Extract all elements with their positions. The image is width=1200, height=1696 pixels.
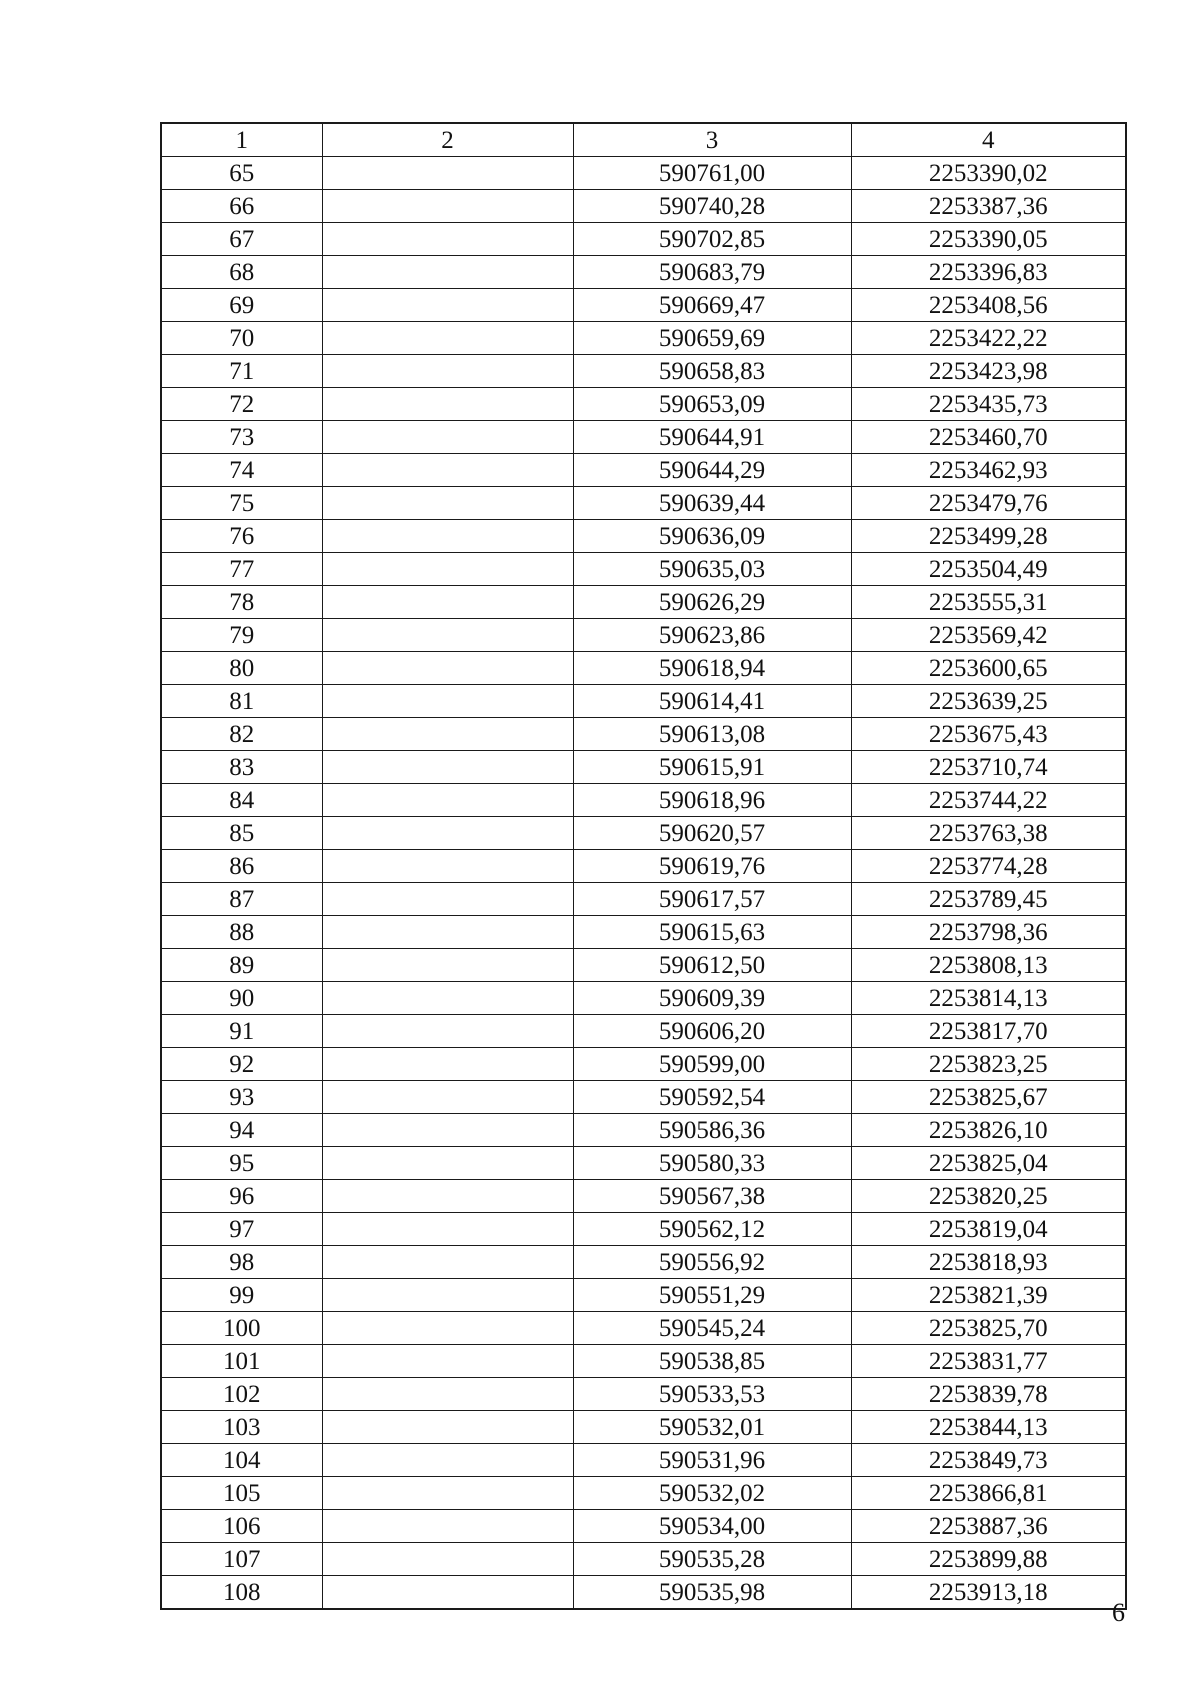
point-number-cell: 102 [161, 1378, 322, 1411]
point-number-cell: 71 [161, 355, 322, 388]
table-row [161, 685, 1126, 718]
point-number-cell: 69 [161, 289, 322, 322]
coordinate-y-cell: 2253798,36 [851, 916, 1126, 949]
coordinate-y-cell: 2253408,56 [851, 289, 1126, 322]
point-number-cell: 67 [161, 223, 322, 256]
point-name-cell [322, 718, 573, 751]
table-row [161, 1543, 1126, 1576]
table-row [161, 454, 1126, 487]
coordinate-y-cell: 2253808,13 [851, 949, 1126, 982]
coordinates-table [160, 122, 1127, 1610]
point-name-cell [322, 850, 573, 883]
point-name-cell [322, 1279, 573, 1312]
table-row [161, 1279, 1126, 1312]
point-name-cell [322, 817, 573, 850]
coordinate-x-cell: 590615,91 [573, 751, 851, 784]
column-header-3: 3 [573, 123, 851, 157]
coordinate-x-cell: 590653,09 [573, 388, 851, 421]
coordinate-y-cell: 2253825,67 [851, 1081, 1126, 1114]
coordinate-x-cell: 590635,03 [573, 553, 851, 586]
point-name-cell [322, 1114, 573, 1147]
coordinate-y-cell: 2253818,93 [851, 1246, 1126, 1279]
point-number-cell: 65 [161, 157, 322, 190]
coordinate-y-cell: 2253826,10 [851, 1114, 1126, 1147]
point-number-cell: 101 [161, 1345, 322, 1378]
table-row [161, 322, 1126, 355]
coordinate-y-cell: 2253774,28 [851, 850, 1126, 883]
table-row [161, 1411, 1126, 1444]
point-number-cell: 98 [161, 1246, 322, 1279]
point-name-cell [322, 949, 573, 982]
coordinate-y-cell: 2253462,93 [851, 454, 1126, 487]
column-header-2: 2 [322, 123, 573, 157]
point-name-cell [322, 1147, 573, 1180]
coordinate-x-cell: 590580,33 [573, 1147, 851, 1180]
point-name-cell [322, 1477, 573, 1510]
coordinate-x-cell: 590535,28 [573, 1543, 851, 1576]
table-row [161, 355, 1126, 388]
coordinate-y-cell: 2253823,25 [851, 1048, 1126, 1081]
point-number-cell: 107 [161, 1543, 322, 1576]
coordinate-y-cell: 2253819,04 [851, 1213, 1126, 1246]
coordinate-y-cell: 2253435,73 [851, 388, 1126, 421]
point-name-cell [322, 289, 573, 322]
coordinate-x-cell: 590644,29 [573, 454, 851, 487]
point-number-cell: 82 [161, 718, 322, 751]
table-row [161, 1015, 1126, 1048]
table-row [161, 1444, 1126, 1477]
coordinate-x-cell: 590533,53 [573, 1378, 851, 1411]
point-number-cell: 74 [161, 454, 322, 487]
coordinate-x-cell: 590586,36 [573, 1114, 851, 1147]
point-number-cell: 94 [161, 1114, 322, 1147]
point-name-cell [322, 487, 573, 520]
point-number-cell: 73 [161, 421, 322, 454]
point-name-cell [322, 586, 573, 619]
coordinate-y-cell: 2253675,43 [851, 718, 1126, 751]
point-name-cell [322, 157, 573, 190]
coordinate-x-cell: 590626,29 [573, 586, 851, 619]
point-number-cell: 95 [161, 1147, 322, 1180]
coordinate-y-cell: 2253820,25 [851, 1180, 1126, 1213]
coordinate-y-cell: 2253569,42 [851, 619, 1126, 652]
coordinate-y-cell: 2253825,04 [851, 1147, 1126, 1180]
coordinate-x-cell: 590618,96 [573, 784, 851, 817]
point-number-cell: 88 [161, 916, 322, 949]
point-number-cell: 68 [161, 256, 322, 289]
point-name-cell [322, 1411, 573, 1444]
coordinate-y-cell: 2253423,98 [851, 355, 1126, 388]
point-name-cell [322, 1312, 573, 1345]
column-header-4: 4 [851, 123, 1126, 157]
coordinate-x-cell: 590618,94 [573, 652, 851, 685]
point-name-cell [322, 1576, 573, 1610]
table-row [161, 1477, 1126, 1510]
coordinate-y-cell: 2253460,70 [851, 421, 1126, 454]
point-name-cell [322, 421, 573, 454]
coordinate-y-cell: 2253789,45 [851, 883, 1126, 916]
point-number-cell: 86 [161, 850, 322, 883]
coordinate-x-cell: 590620,57 [573, 817, 851, 850]
coordinate-y-cell: 2253600,65 [851, 652, 1126, 685]
coordinate-y-cell: 2253387,36 [851, 190, 1126, 223]
table-row [161, 223, 1126, 256]
coordinate-x-cell: 590644,91 [573, 421, 851, 454]
point-name-cell [322, 751, 573, 784]
table-row [161, 520, 1126, 553]
point-number-cell: 78 [161, 586, 322, 619]
table-row [161, 784, 1126, 817]
coordinate-x-cell: 590740,28 [573, 190, 851, 223]
table-row [161, 553, 1126, 586]
coordinate-x-cell: 590613,08 [573, 718, 851, 751]
point-name-cell [322, 1345, 573, 1378]
table-row [161, 1213, 1126, 1246]
point-number-cell: 81 [161, 685, 322, 718]
coordinate-x-cell: 590532,01 [573, 1411, 851, 1444]
point-number-cell: 72 [161, 388, 322, 421]
table-row [161, 190, 1126, 223]
point-number-cell: 99 [161, 1279, 322, 1312]
point-number-cell: 100 [161, 1312, 322, 1345]
table-row [161, 289, 1126, 322]
point-number-cell: 97 [161, 1213, 322, 1246]
coordinate-y-cell: 2253479,76 [851, 487, 1126, 520]
table-row [161, 487, 1126, 520]
coordinate-y-cell: 2253396,83 [851, 256, 1126, 289]
point-name-cell [322, 1048, 573, 1081]
coordinate-x-cell: 590623,86 [573, 619, 851, 652]
point-name-cell [322, 685, 573, 718]
coordinate-y-cell: 2253849,73 [851, 1444, 1126, 1477]
coordinate-x-cell: 590609,39 [573, 982, 851, 1015]
table-row [161, 388, 1126, 421]
point-name-cell [322, 619, 573, 652]
coordinate-y-cell: 2253814,13 [851, 982, 1126, 1015]
table-row [161, 1312, 1126, 1345]
coordinate-x-cell: 590658,83 [573, 355, 851, 388]
table-row [161, 1510, 1126, 1543]
point-name-cell [322, 553, 573, 586]
table-header-row [161, 123, 1126, 157]
point-number-cell: 85 [161, 817, 322, 850]
coordinate-y-cell: 2253866,81 [851, 1477, 1126, 1510]
table-row [161, 718, 1126, 751]
coordinate-y-cell: 2253390,02 [851, 157, 1126, 190]
point-name-cell [322, 1081, 573, 1114]
coordinate-y-cell: 2253887,36 [851, 1510, 1126, 1543]
point-name-cell [322, 1543, 573, 1576]
point-number-cell: 106 [161, 1510, 322, 1543]
coordinate-y-cell: 2253555,31 [851, 586, 1126, 619]
point-number-cell: 80 [161, 652, 322, 685]
coordinate-x-cell: 590567,38 [573, 1180, 851, 1213]
point-number-cell: 70 [161, 322, 322, 355]
point-name-cell [322, 1213, 573, 1246]
point-name-cell [322, 355, 573, 388]
point-number-cell: 79 [161, 619, 322, 652]
coordinate-x-cell: 590639,44 [573, 487, 851, 520]
coordinate-x-cell: 590606,20 [573, 1015, 851, 1048]
table-row [161, 256, 1126, 289]
point-number-cell: 93 [161, 1081, 322, 1114]
point-number-cell: 90 [161, 982, 322, 1015]
table-row [161, 421, 1126, 454]
coordinate-x-cell: 590556,92 [573, 1246, 851, 1279]
table-row [161, 619, 1126, 652]
coordinate-x-cell: 590683,79 [573, 256, 851, 289]
coordinate-x-cell: 590761,00 [573, 157, 851, 190]
point-name-cell [322, 388, 573, 421]
coordinate-x-cell: 590531,96 [573, 1444, 851, 1477]
coordinate-x-cell: 590659,69 [573, 322, 851, 355]
point-name-cell [322, 883, 573, 916]
point-name-cell [322, 454, 573, 487]
table-row [161, 1378, 1126, 1411]
coordinate-y-cell: 2253504,49 [851, 553, 1126, 586]
point-name-cell [322, 1180, 573, 1213]
point-name-cell [322, 784, 573, 817]
point-name-cell [322, 1444, 573, 1477]
table-row [161, 1114, 1126, 1147]
coordinate-y-cell: 2253710,74 [851, 751, 1126, 784]
coordinate-y-cell: 2253639,25 [851, 685, 1126, 718]
table-row [161, 1081, 1126, 1114]
table-row [161, 1576, 1126, 1610]
point-number-cell: 108 [161, 1576, 322, 1610]
coordinate-y-cell: 2253825,70 [851, 1312, 1126, 1345]
coordinate-y-cell: 2253499,28 [851, 520, 1126, 553]
coordinate-x-cell: 590615,63 [573, 916, 851, 949]
coordinate-y-cell: 2253744,22 [851, 784, 1126, 817]
coordinate-y-cell: 2253844,13 [851, 1411, 1126, 1444]
point-number-cell: 77 [161, 553, 322, 586]
point-number-cell: 92 [161, 1048, 322, 1081]
point-name-cell [322, 652, 573, 685]
coordinate-x-cell: 590534,00 [573, 1510, 851, 1543]
point-name-cell [322, 1246, 573, 1279]
table-row [161, 751, 1126, 784]
table-row [161, 652, 1126, 685]
page-number: 6 [1112, 1598, 1125, 1627]
point-number-cell: 87 [161, 883, 322, 916]
table-row [161, 1048, 1126, 1081]
point-number-cell: 104 [161, 1444, 322, 1477]
table-row [161, 157, 1126, 190]
point-number-cell: 103 [161, 1411, 322, 1444]
coordinate-y-cell: 2253821,39 [851, 1279, 1126, 1312]
coordinate-x-cell: 590636,09 [573, 520, 851, 553]
table-row [161, 1345, 1126, 1378]
coordinate-y-cell: 2253763,38 [851, 817, 1126, 850]
point-number-cell: 83 [161, 751, 322, 784]
coordinate-y-cell: 2253913,18 [851, 1576, 1126, 1610]
coordinate-x-cell: 590551,29 [573, 1279, 851, 1312]
coordinate-x-cell: 590535,98 [573, 1576, 851, 1610]
point-number-cell: 91 [161, 1015, 322, 1048]
coordinate-x-cell: 590702,85 [573, 223, 851, 256]
table-row [161, 850, 1126, 883]
coordinate-x-cell: 590612,50 [573, 949, 851, 982]
table-row [161, 586, 1126, 619]
point-name-cell [322, 223, 573, 256]
coordinate-x-cell: 590614,41 [573, 685, 851, 718]
column-header-1: 1 [161, 123, 322, 157]
point-number-cell: 89 [161, 949, 322, 982]
table-body [161, 157, 1126, 1610]
coordinate-x-cell: 590619,76 [573, 850, 851, 883]
point-name-cell [322, 322, 573, 355]
coordinate-x-cell: 590669,47 [573, 289, 851, 322]
coordinate-y-cell: 2253817,70 [851, 1015, 1126, 1048]
point-name-cell [322, 916, 573, 949]
coordinate-x-cell: 590617,57 [573, 883, 851, 916]
point-name-cell [322, 190, 573, 223]
table-row [161, 817, 1126, 850]
table-row [161, 1180, 1126, 1213]
point-name-cell [322, 1378, 573, 1411]
table-row [161, 949, 1126, 982]
coordinate-y-cell: 2253839,78 [851, 1378, 1126, 1411]
table-row [161, 916, 1126, 949]
coordinate-x-cell: 590545,24 [573, 1312, 851, 1345]
coordinate-y-cell: 2253390,05 [851, 223, 1126, 256]
point-name-cell [322, 1015, 573, 1048]
point-name-cell [322, 520, 573, 553]
coordinates-table-container [160, 122, 1125, 1610]
coordinate-x-cell: 590532,02 [573, 1477, 851, 1510]
coordinate-x-cell: 590562,12 [573, 1213, 851, 1246]
point-name-cell [322, 256, 573, 289]
point-number-cell: 66 [161, 190, 322, 223]
point-number-cell: 84 [161, 784, 322, 817]
point-number-cell: 96 [161, 1180, 322, 1213]
coordinate-x-cell: 590599,00 [573, 1048, 851, 1081]
coordinate-y-cell: 2253899,88 [851, 1543, 1126, 1576]
table-row [161, 982, 1126, 1015]
table-row [161, 883, 1126, 916]
coordinate-x-cell: 590538,85 [573, 1345, 851, 1378]
point-number-cell: 76 [161, 520, 322, 553]
table-row [161, 1246, 1126, 1279]
point-number-cell: 75 [161, 487, 322, 520]
table-row [161, 1147, 1126, 1180]
point-name-cell [322, 982, 573, 1015]
coordinate-x-cell: 590592,54 [573, 1081, 851, 1114]
point-number-cell: 105 [161, 1477, 322, 1510]
point-name-cell [322, 1510, 573, 1543]
coordinate-y-cell: 2253422,22 [851, 322, 1126, 355]
coordinate-y-cell: 2253831,77 [851, 1345, 1126, 1378]
